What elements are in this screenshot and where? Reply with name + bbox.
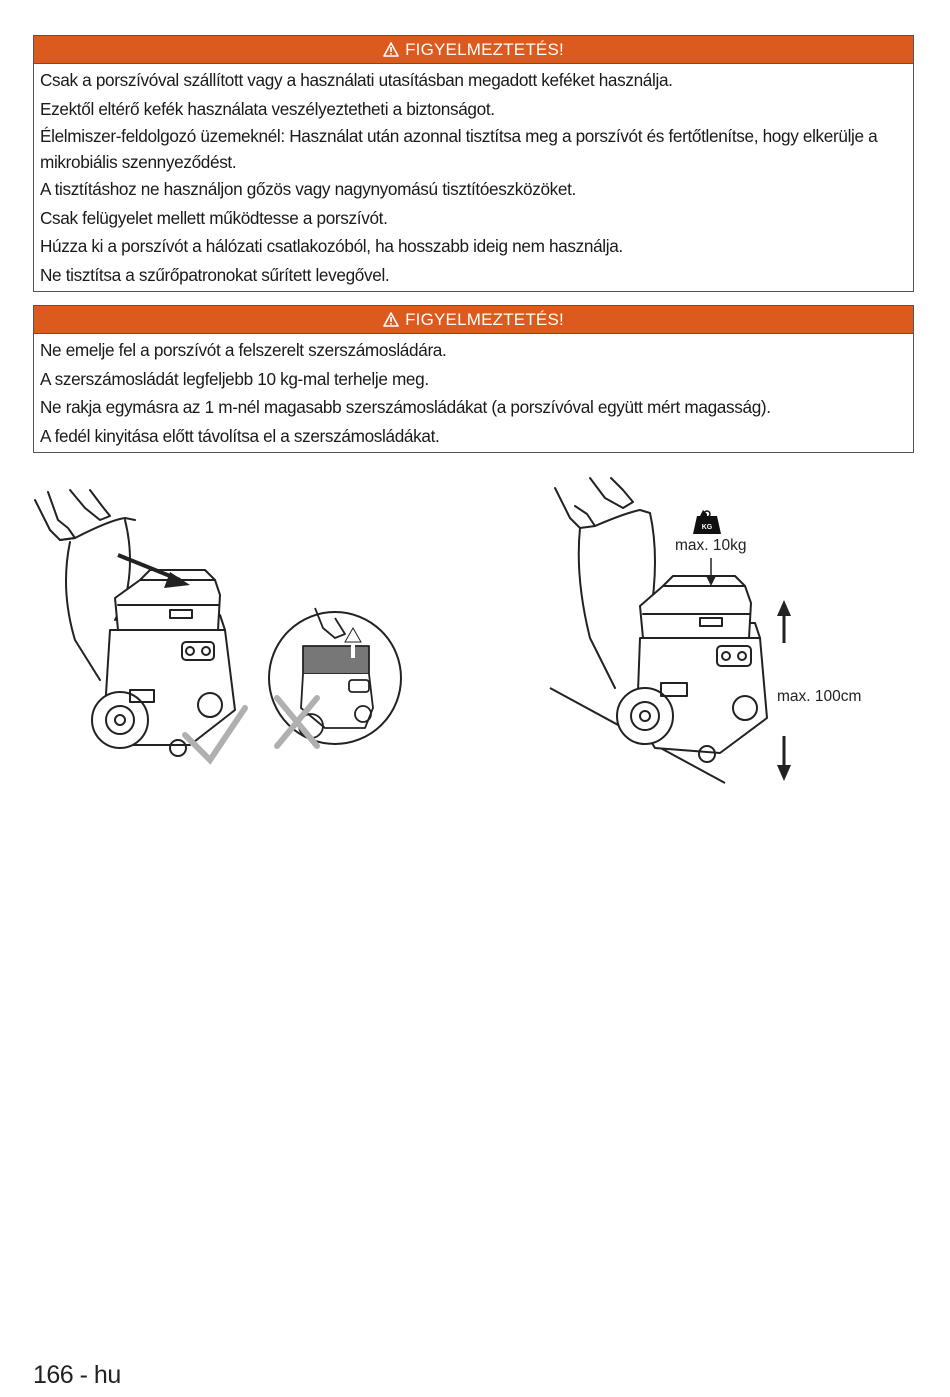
- warning-line: Ne tisztítsa a szűrőpatronokat sűrített levegővel.: [40, 264, 390, 285]
- warning-line: Húzza ki a porszívót a hálózati csatlakozóból, ha hosszabb ideig nem használja.: [40, 236, 623, 256]
- page-number: 166 - hu: [33, 1361, 121, 1389]
- warning-line: Ezektől eltérő kefék használata veszélyeztetheti a biztonságot.: [40, 98, 495, 119]
- vacuum-push-illustration: [30, 480, 290, 770]
- hand-left: [35, 492, 75, 540]
- warning-body-1: [34, 64, 913, 291]
- warning-line: mikrobiális szennyeződést.: [40, 152, 237, 172]
- up-arrow-icon: [777, 600, 791, 616]
- warning-line: Ne emelje fel a porszívót a felszerelt szerszámosládára.: [40, 340, 447, 360]
- hand-right: [70, 490, 110, 520]
- warning-title-2: FIGYELMEZTETÉS!: [405, 310, 564, 329]
- vacuum-lift-prohibited-illustration: [265, 598, 405, 758]
- warning-line: Csak a porszívóval szállított vagy a használati utasításban megadott keféket használja.: [40, 70, 673, 90]
- warning-line: Ne rakja egymásra az 1 m-nél magasabb szerszámosládákat (a porszívóval együtt mért magasság).: [40, 397, 771, 417]
- warning-box-1: [33, 35, 914, 292]
- warning-line: A tisztításhoz ne használjon gőzös vagy nagynyomású tisztítóeszközöket.: [40, 179, 576, 199]
- warning-line: A szerszámosládát legfeljebb 10 kg-mal terhelje meg.: [40, 368, 429, 389]
- weight-badge-label: KG: [701, 524, 713, 531]
- warning-header-2: [34, 306, 913, 334]
- warning-line: Élelmiszer-feldolgozó üzemeknél: Használat után azonnal tisztítsa meg a porszívót és fertőtlenítse, hogy elkerülje a: [40, 126, 878, 146]
- warning-line: Csak felügyelet mellett működtesse a porszívót.: [40, 207, 388, 228]
- max-weight-label: max. 10kg: [675, 537, 747, 554]
- warning-triangle-icon: [383, 308, 399, 335]
- down-arrow-icon: [777, 765, 791, 781]
- warning-triangle-icon: [383, 38, 399, 65]
- max-height-label: max. 100cm: [777, 688, 862, 705]
- warning-body-2: [34, 334, 913, 452]
- warning-box-2: [33, 305, 914, 453]
- warning-header-1: [34, 36, 913, 64]
- warning-title-1: FIGYELMEZTETÉS!: [405, 40, 564, 59]
- warning-line: A fedél kinyitása előtt távolítsa el a szerszámosládákat.: [40, 425, 440, 446]
- stacking-limits-illustration: [545, 458, 905, 793]
